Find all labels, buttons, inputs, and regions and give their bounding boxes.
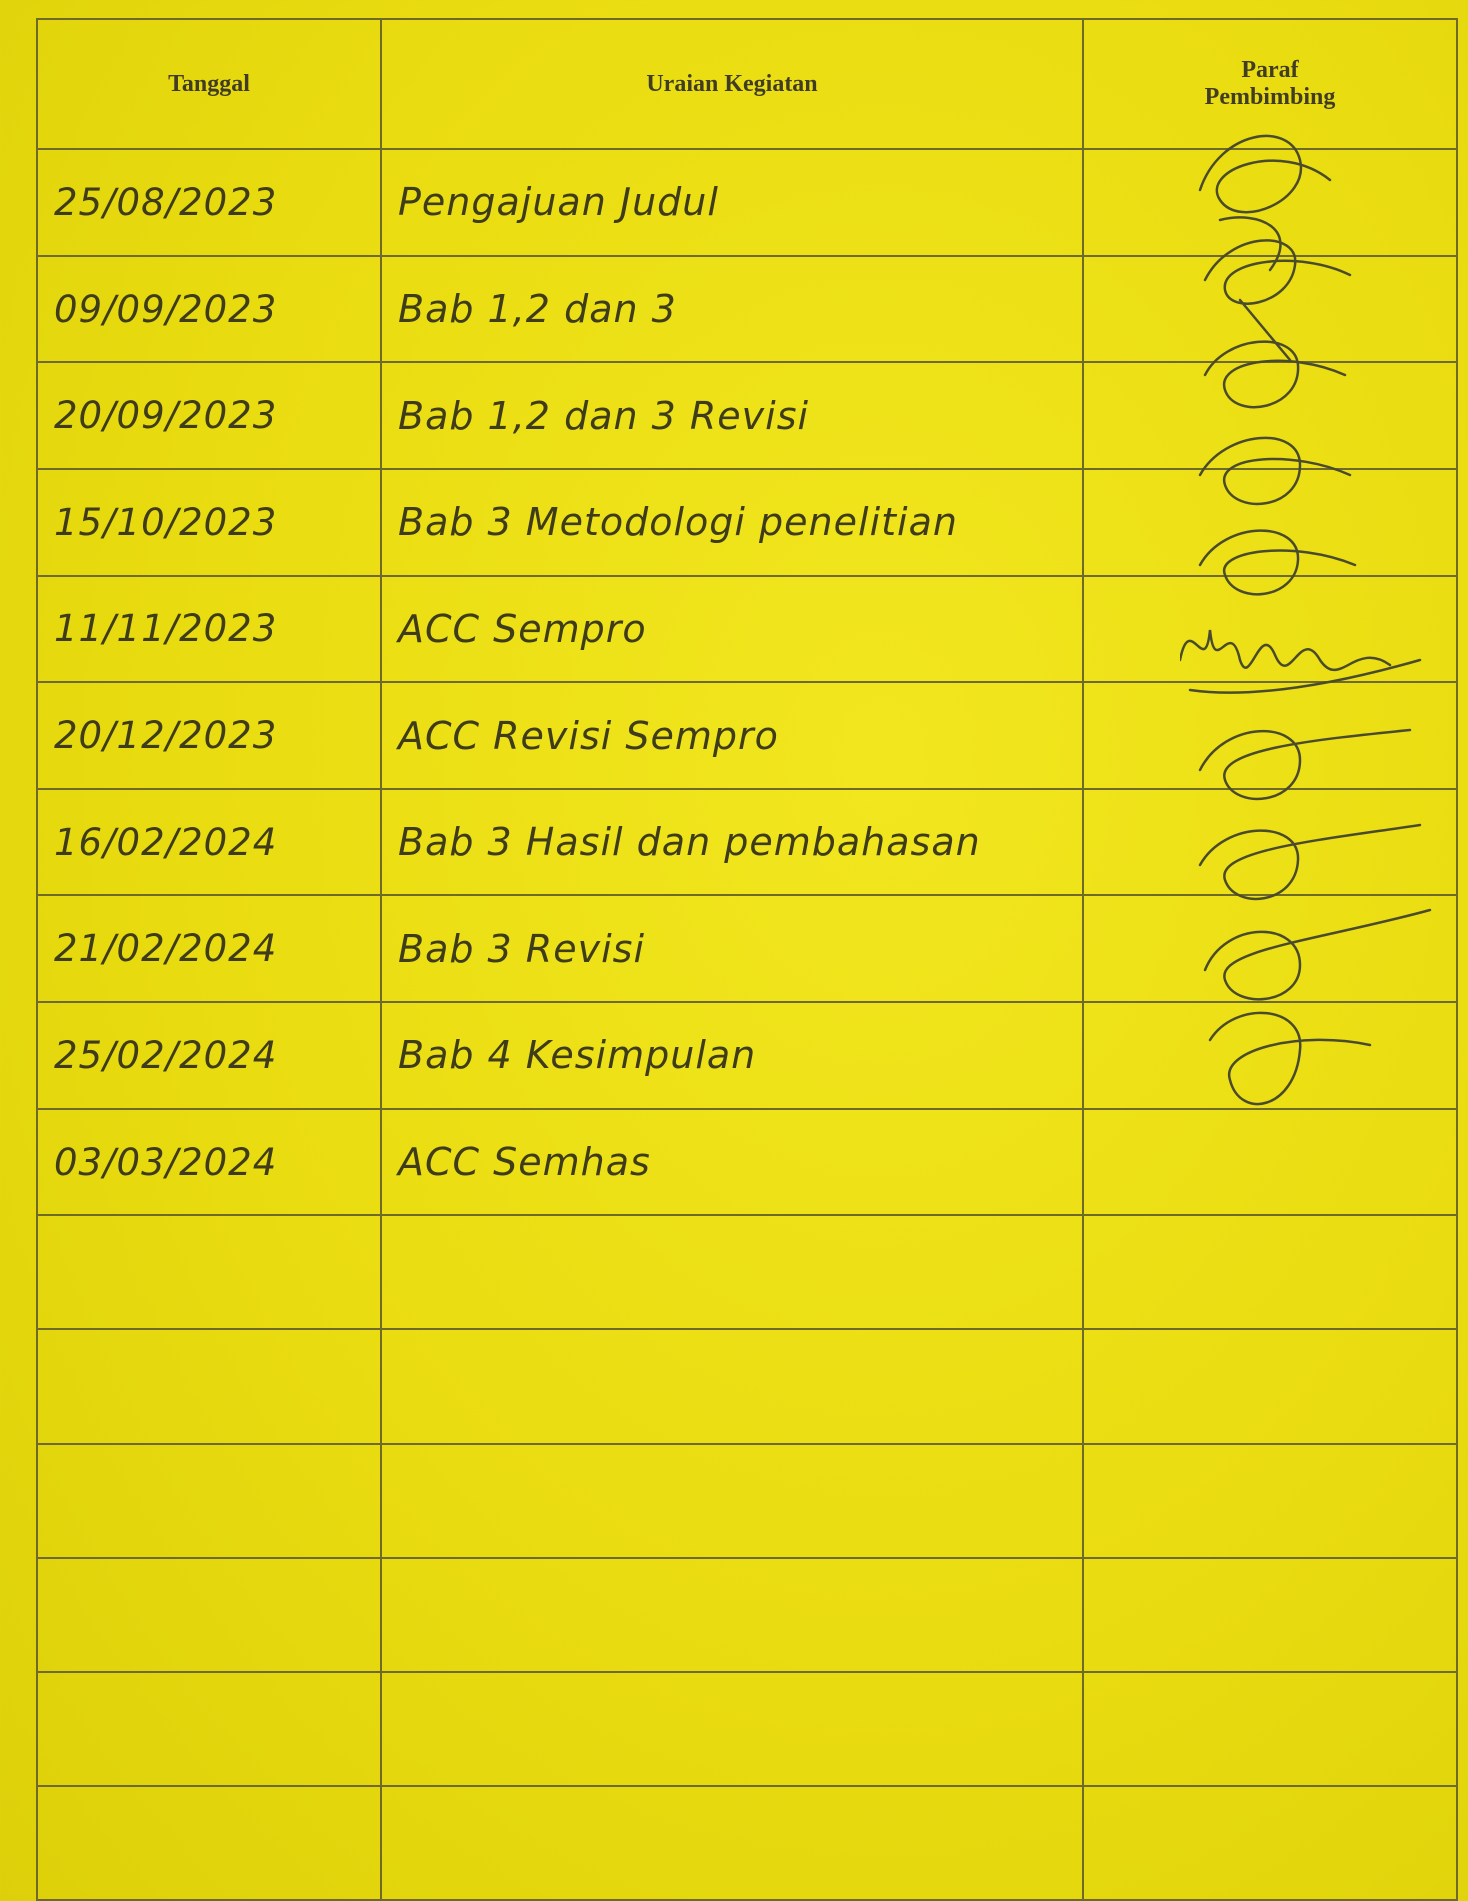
empty-cell bbox=[1083, 1558, 1457, 1672]
empty-row bbox=[37, 1672, 1457, 1786]
entry-date: 15/10/2023 bbox=[37, 469, 381, 576]
empty-row bbox=[37, 1444, 1457, 1558]
table-row bbox=[37, 1109, 1457, 1216]
entry-date: 20/12/2023 bbox=[37, 682, 381, 789]
header-activity: Uraian Kegiatan bbox=[381, 19, 1083, 149]
header-signature bbox=[1083, 19, 1457, 149]
entry-activity: Bab 3 Hasil dan pembahasan bbox=[381, 789, 1083, 896]
empty-row bbox=[37, 1786, 1457, 1900]
empty-cell bbox=[1083, 1444, 1457, 1558]
entry-date: 25/02/2024 bbox=[37, 1002, 381, 1109]
table-row bbox=[37, 1002, 1457, 1109]
logbook-sheet bbox=[36, 18, 1456, 1901]
header-row bbox=[37, 19, 1457, 149]
empty-cell bbox=[381, 1444, 1083, 1558]
entry-signature-cell bbox=[1083, 682, 1457, 789]
entry-signature-cell bbox=[1083, 895, 1457, 1002]
empty-cell bbox=[1083, 1786, 1457, 1900]
empty-cell bbox=[381, 1215, 1083, 1329]
header-date: Tanggal bbox=[37, 19, 381, 149]
empty-cell bbox=[37, 1215, 381, 1329]
entry-signature-cell bbox=[1083, 149, 1457, 256]
entry-date: 21/02/2024 bbox=[37, 895, 381, 1002]
entry-activity: Bab 1,2 dan 3 bbox=[381, 256, 1083, 363]
entry-signature-cell bbox=[1083, 1002, 1457, 1109]
entry-activity: Bab 3 Revisi bbox=[381, 895, 1083, 1002]
entry-date: 20/09/2023 bbox=[37, 362, 381, 469]
entry-activity: ACC Revisi Sempro bbox=[381, 682, 1083, 789]
table-row bbox=[37, 895, 1457, 1002]
entry-activity: ACC Sempro bbox=[381, 576, 1083, 683]
entry-date: 03/03/2024 bbox=[37, 1109, 381, 1216]
empty-cell bbox=[1083, 1672, 1457, 1786]
header-signature-line1: Paraf bbox=[1241, 57, 1299, 84]
entry-activity: Bab 1,2 dan 3 Revisi bbox=[381, 362, 1083, 469]
table-row bbox=[37, 682, 1457, 789]
entry-signature-cell bbox=[1083, 789, 1457, 896]
empty-cell bbox=[1083, 1215, 1457, 1329]
table-row bbox=[37, 256, 1457, 363]
entry-date: 16/02/2024 bbox=[37, 789, 381, 896]
entry-signature-cell bbox=[1083, 576, 1457, 683]
entry-signature-cell bbox=[1083, 362, 1457, 469]
empty-cell bbox=[37, 1786, 381, 1900]
empty-cell bbox=[381, 1672, 1083, 1786]
logbook-table bbox=[36, 18, 1458, 1901]
entry-signature-cell bbox=[1083, 1109, 1457, 1216]
table-row bbox=[37, 362, 1457, 469]
empty-row bbox=[37, 1215, 1457, 1329]
empty-row bbox=[37, 1558, 1457, 1672]
empty-cell bbox=[37, 1672, 381, 1786]
entry-activity: Bab 4 Kesimpulan bbox=[381, 1002, 1083, 1109]
empty-cell bbox=[37, 1329, 381, 1443]
entry-signature-cell bbox=[1083, 469, 1457, 576]
entry-date: 09/09/2023 bbox=[37, 256, 381, 363]
empty-cell bbox=[381, 1558, 1083, 1672]
table-row bbox=[37, 469, 1457, 576]
table-row bbox=[37, 789, 1457, 896]
empty-cell bbox=[381, 1329, 1083, 1443]
empty-cell bbox=[37, 1558, 381, 1672]
header-signature-line2: Pembimbing bbox=[1204, 84, 1336, 111]
entry-activity: ACC Semhas bbox=[381, 1109, 1083, 1216]
entry-date: 25/08/2023 bbox=[37, 149, 381, 256]
entry-signature-cell bbox=[1083, 256, 1457, 363]
entry-date: 11/11/2023 bbox=[37, 576, 381, 683]
empty-cell bbox=[1083, 1329, 1457, 1443]
empty-cell bbox=[381, 1786, 1083, 1900]
table-row bbox=[37, 149, 1457, 256]
table-row bbox=[37, 576, 1457, 683]
empty-cell bbox=[37, 1444, 381, 1558]
entry-activity: Bab 3 Metodologi penelitian bbox=[381, 469, 1083, 576]
entry-activity: Pengajuan Judul bbox=[381, 149, 1083, 256]
empty-row bbox=[37, 1329, 1457, 1443]
